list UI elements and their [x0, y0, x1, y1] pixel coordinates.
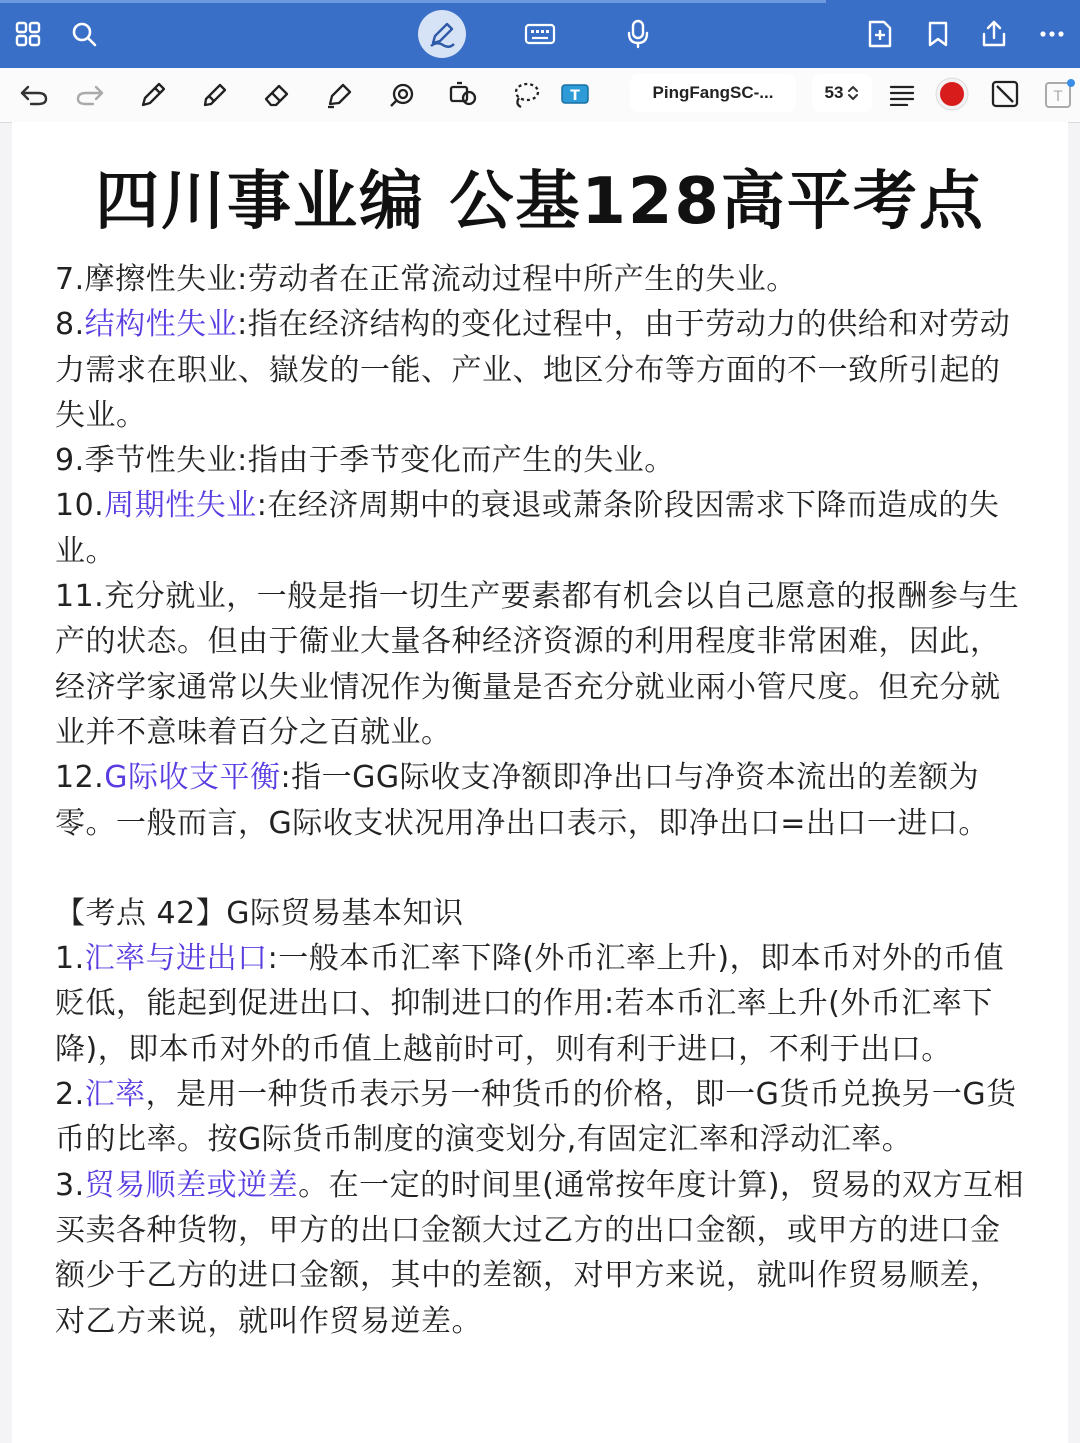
item-text: :一般本币汇率下降(外币汇率上升)，即本币对外的币值贬低，能起到促进出口、抑制进口的作用:若本币汇率上升(外币汇率下降)，即本币对外的币值上越前时可，则有利于进口，不利于出口。: [55, 941, 1005, 1067]
note-item-s2-2: [55, 1072, 1030, 1163]
item-keyword: 贸易顺差或逆差: [84, 1167, 299, 1203]
item-number: 1.: [55, 941, 85, 977]
spacer: [55, 846, 1030, 891]
eraser-icon[interactable]: [259, 77, 295, 113]
item-text: ，是用一种货币表示另一种货币的价格，即一G货币兑换另一G货币的比率。按G际货币制度的演变划分,有固定汇率和浮动汇率。: [55, 1077, 1017, 1158]
text-tool-icon[interactable]: [557, 77, 593, 113]
item-keyword: 汇率: [84, 1077, 146, 1113]
item-keyword: 结构性失业: [84, 307, 238, 343]
item-text: :在经济周期中的衰退或萧条阶段因需求下降而造成的失业。: [55, 488, 1000, 569]
bookmark-icon[interactable]: [918, 14, 958, 54]
item-text: 9.季节性失业:指由于季节变化而产生的失业。: [55, 443, 675, 479]
pen-icon[interactable]: [135, 77, 171, 113]
app-top-bar: [0, 0, 1080, 68]
item-text: 11.充分就业，一般是指一切生产要素都有机会以自己愿意的报酬参与生产的状态。但由于衞业大量各种经济资源的利用程度非常困难，因此，经济学家通常以失业情况作为衡量是否充分就业兩小管尺度。但充分就业并不意味着百分之百就业。: [55, 579, 1020, 750]
share-icon[interactable]: [974, 14, 1014, 54]
no-fill-icon[interactable]: [986, 75, 1024, 113]
loading-indicator: [0, 0, 826, 3]
section-heading: 【考点 42】G际贸易基本知识: [55, 895, 464, 931]
item-number: 12.: [55, 760, 105, 796]
note-item-7: [55, 257, 1030, 302]
note-item-12: [55, 755, 1030, 846]
note-content: [55, 257, 1030, 1344]
pencil-icon[interactable]: [197, 77, 233, 113]
lasso-icon[interactable]: [508, 77, 544, 113]
redo-icon[interactable]: [72, 77, 108, 113]
pen-edit-icon[interactable]: [418, 10, 466, 58]
item-text: :指一GG际收支净额即净出口与净资本流出的差额为零。一般而言，G际收支状况用净出口表示，即净出口=出口一进口。: [55, 760, 989, 841]
item-keyword: 周期性失业: [104, 488, 257, 524]
note-item-8: [55, 302, 1030, 438]
chevron-updown-icon: [847, 84, 859, 102]
highlighter-icon[interactable]: [321, 77, 357, 113]
note-item-11: [55, 574, 1030, 755]
search-icon[interactable]: [64, 14, 104, 54]
note-item-9: [55, 438, 1030, 483]
grid-icon[interactable]: [8, 14, 48, 54]
text-box-icon[interactable]: [1040, 75, 1078, 113]
item-number: 10.: [55, 488, 105, 524]
undo-icon[interactable]: [16, 77, 52, 113]
item-keyword: 汇率与进出口: [84, 941, 268, 977]
item-number: 8.: [55, 307, 85, 343]
color-picker[interactable]: [932, 74, 972, 114]
shape-icon[interactable]: [384, 77, 420, 113]
font-size-stepper[interactable]: [812, 74, 872, 112]
font-name-selector[interactable]: PingFangSC-...: [630, 74, 796, 112]
item-text: 。在一定的时间里(通常按年度计算)，贸易的双方互相买卖各种货物，甲方的出口金额大过乙方的出口金额，或甲方的进口金额少于乙方的进口金额，其中的差额，对甲方来说，就叫作贸易顺差，对乙方来说，就叫作贸易逆差。: [55, 1167, 1025, 1339]
item-keyword: G际收支平衡: [104, 760, 281, 796]
page-title: 四川事业编 公基128高平考点: [95, 165, 985, 239]
item-text: :指在经济结构的变化过程中，由于劳动力的供给和对劳动力需求在职业、嶽发的一能、产业、地区分布等方面的不一致所引起的失业。: [55, 307, 1011, 433]
keyboard-icon[interactable]: [520, 14, 560, 54]
item-number: 3.: [55, 1167, 85, 1203]
more-icon[interactable]: [1032, 14, 1072, 54]
microphone-icon[interactable]: [618, 14, 658, 54]
add-page-icon[interactable]: [860, 14, 900, 54]
note-item-s2-1: [55, 936, 1030, 1072]
item-number: 2.: [55, 1077, 85, 1113]
image-icon[interactable]: [446, 77, 482, 113]
note-item-s2-3: [55, 1163, 1030, 1344]
align-icon[interactable]: [884, 77, 920, 113]
font-size-value: 53: [824, 83, 844, 102]
note-item-10: [55, 483, 1030, 574]
svg-text:T: T: [1053, 89, 1063, 105]
svg-text:T: T: [570, 88, 580, 104]
item-text: 7.摩擦性失业:劳动者在正常流动过程中所产生的失业。: [55, 262, 797, 297]
